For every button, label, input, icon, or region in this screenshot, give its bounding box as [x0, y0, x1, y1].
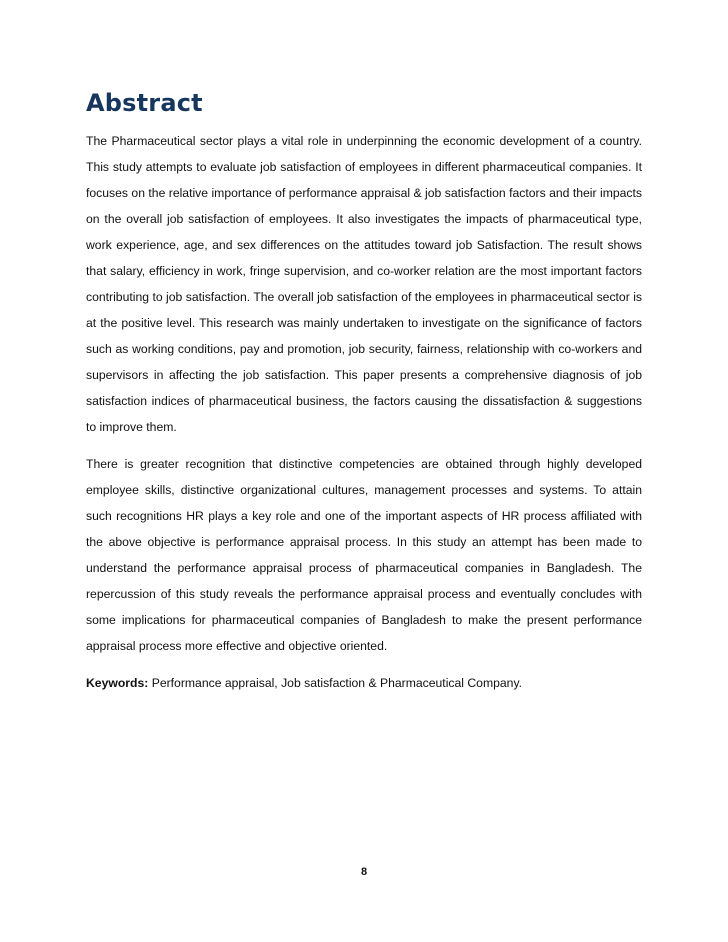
keywords-line: [86, 670, 642, 696]
keywords-label: Keywords:: [86, 676, 149, 690]
abstract-paragraph-1: The Pharmaceutical sector plays a vital role in underpinning the economic development of a country. This study attempts to evaluate job satisfaction of employees in different pharmaceutical companies. It focuses on the relative importance of performance appraisal & job satisfaction factors and their impacts on the overall job satisfaction of employees. It also investigates the impacts of pharmaceutical type, work experience, age, and sex differences on the attitudes toward job Satisfaction. The result shows that salary, efficiency in work, fringe supervision, and co-worker relation are the most important factors contributing to job satisfaction. The overall job satisfaction of the employees in pharmaceutical sector is at the positive level. This research was mainly undertaken to investigate on the significance of factors such as working conditions, pay and promotion, job security, fairness, relationship with co-workers and supervisors in affecting the job satisfaction. This paper presents a comprehensive diagnosis of job satisfaction indices of pharmaceutical business, the factors causing the dissatisfaction & suggestions to improve them.: [86, 134, 642, 434]
abstract-paragraph-2: There is greater recognition that distinctive competencies are obtained through highly developed employee skills, distinctive organizational cultures, management processes and systems. To attain such recognitions HR plays a key role and one of the important aspects of HR process affiliated with the above objective is performance appraisal process. In this study an attempt has been made to understand the performance appraisal process of pharmaceutical companies in Bangladesh. The repercussion of this study reveals the performance appraisal process and eventually concludes with some implications for pharmaceutical companies of Bangladesh to make the present performance appraisal process more effective and objective oriented.: [86, 457, 642, 653]
keywords-text: Performance appraisal, Job satisfaction & Pharmaceutical Company.: [148, 676, 523, 690]
abstract-heading: Abstract: [86, 89, 203, 117]
abstract-section: [86, 88, 642, 696]
page-number: 8: [360, 866, 368, 878]
